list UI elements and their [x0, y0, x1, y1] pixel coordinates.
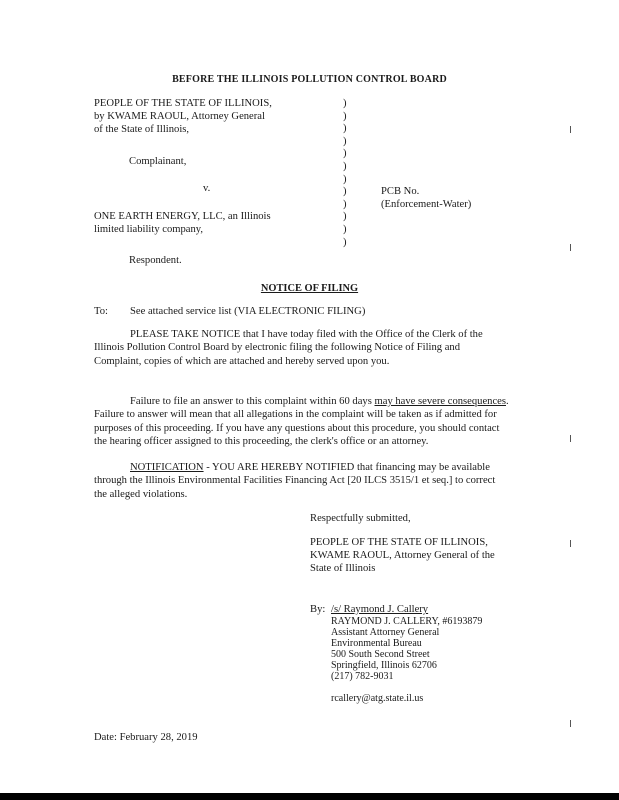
to-text: See attached service list (VIA ELECTRONIC FILING) [130, 306, 366, 317]
attorney-title: Assistant Attorney General [331, 627, 440, 638]
attorney-email: rcallery@atg.state.il.us [331, 693, 424, 704]
respondent-label: Respondent. [129, 255, 182, 266]
electronic-signature: /s/ Raymond J. Callery [331, 604, 429, 615]
signature-block-line-1: PEOPLE OF THE STATE OF ILLINOIS, [310, 537, 488, 548]
respondent-name-line-2: limited liability company, [94, 224, 204, 235]
closing: Respectfully submitted, [310, 513, 411, 524]
complainant-label: Complainant, [129, 156, 187, 167]
scan-mark [570, 435, 571, 442]
caption-line-2: by KWAME RAOUL, Attorney General [94, 111, 265, 122]
scan-mark [570, 126, 571, 133]
attorney-street: 500 South Second Street [331, 649, 430, 660]
board-header: BEFORE THE ILLINOIS POLLUTION CONTROL BOARD [172, 74, 447, 85]
attorney-city: Springfield, Illinois 62706 [331, 660, 437, 671]
signature-block-line-3: State of Illinois [310, 563, 376, 574]
to-label: To: [94, 306, 108, 317]
attorney-name: RAYMOND J. CALLERY, #6193879 [331, 616, 483, 627]
notification-paragraph: NOTIFICATION - YOU ARE HEREBY NOTIFIED that financing may be available through the Illinois Environmental Facilities Financing Act [20 ILCS 3515/1 et seq.] to correct the alleged violations. [94, 462, 496, 500]
attorney-bureau: Environmental Bureau [331, 638, 422, 649]
date-line: Date: February 28, 2019 [94, 732, 198, 743]
case-type: (Enforcement-Water) [381, 199, 472, 210]
caption-line-3: of the State of Illinois, [94, 124, 190, 135]
caption-parentheses: ) ) ) ) ) ) ) ) ) ) ) ) [343, 98, 347, 248]
case-number: PCB No. [381, 186, 420, 197]
scan-mark [570, 244, 571, 251]
scan-mark [570, 540, 571, 547]
attorney-phone: (217) 782-9031 [331, 671, 394, 682]
signature-block-line-2: KWAME RAOUL, Attorney General of the [310, 550, 495, 561]
failure-to-answer-paragraph: Failure to file an answer to this complaint within 60 days may have severe consequences. Failure to answer will mean that all allegations in the complaint will be taken as if admitted for purposes of this proceeding. If you have any questions about this procedure, you should contact the hearing officer assigned to this proceeding, the clerk's office or an attorney. [94, 396, 509, 448]
notice-paragraph: PLEASE TAKE NOTICE that I have today filed with the Office of the Clerk of the Illinois Pollution Control Board by electronic filing the following Notice of Filing and Complaint, copies of which are attached and hereby served upon you. [94, 329, 483, 367]
caption-line-1: PEOPLE OF THE STATE OF ILLINOIS, [94, 98, 272, 109]
notice-title: NOTICE OF FILING [260, 283, 359, 294]
respondent-name-line-1: ONE EARTH ENERGY, LLC, an Illinois [94, 211, 271, 222]
versus-label: v. [203, 183, 211, 194]
scan-mark [570, 720, 571, 727]
by-label: By: [310, 604, 326, 615]
scan-edge-bar [0, 793, 619, 800]
